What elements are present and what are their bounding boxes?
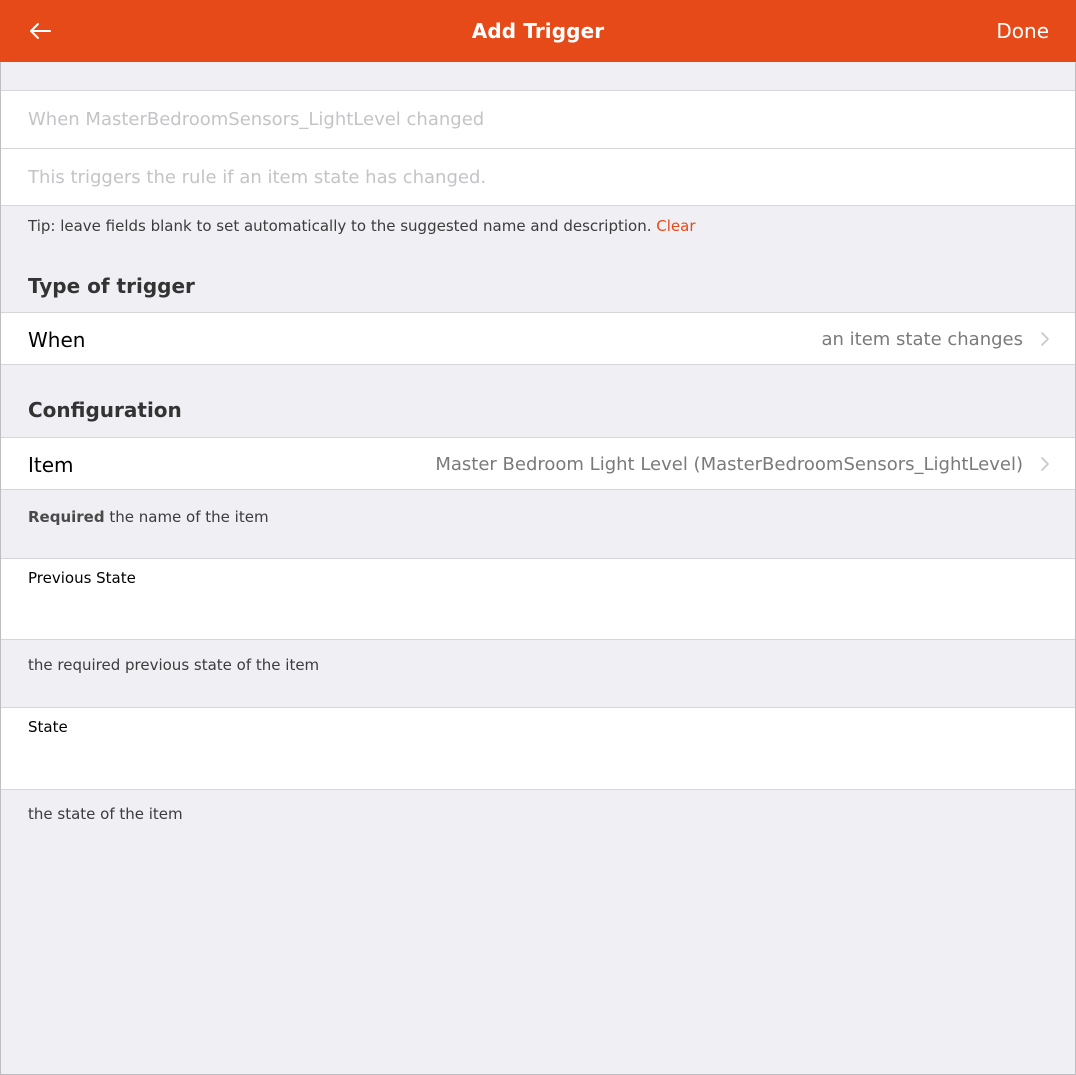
item-row[interactable] — [0, 437, 1076, 490]
required-label: Required — [28, 508, 105, 526]
when-label: When — [28, 328, 86, 352]
when-row[interactable] — [0, 312, 1076, 365]
when-value: an item state changes — [821, 329, 1023, 350]
trigger-description-input[interactable] — [28, 149, 1048, 206]
item-note — [28, 508, 269, 526]
trigger-name-input[interactable] — [28, 91, 1048, 148]
name-description-group — [0, 90, 1076, 206]
page-title: Add Trigger — [471, 19, 605, 43]
state-label: State — [28, 718, 68, 736]
tip-text — [28, 217, 696, 235]
description-row — [0, 148, 1076, 205]
previous-state-input[interactable] — [28, 595, 1048, 631]
item-note-text: the name of the item — [104, 508, 269, 526]
done-button[interactable]: Done — [996, 19, 1049, 43]
navbar — [0, 0, 1076, 62]
item-value: Master Bedroom Light Level (MasterBedroomSensors_LightLevel) — [435, 454, 1023, 475]
state-field — [0, 707, 1076, 790]
chevron-right-icon — [1040, 331, 1050, 347]
previous-state-label: Previous State — [28, 569, 136, 587]
configuration-heading: Configuration — [28, 398, 182, 422]
previous-state-note: the required previous state of the item — [28, 656, 320, 674]
item-label: Item — [28, 453, 74, 477]
chevron-right-icon — [1040, 456, 1050, 472]
state-input[interactable] — [28, 744, 1048, 780]
name-row — [0, 91, 1076, 148]
state-note: the state of the item — [28, 805, 183, 823]
tip-message: Tip: leave fields blank to set automatically to the suggested name and description. — [28, 217, 657, 235]
type-of-trigger-heading: Type of trigger — [28, 274, 195, 298]
previous-state-field — [0, 558, 1076, 640]
clear-link[interactable]: Clear — [656, 217, 696, 235]
